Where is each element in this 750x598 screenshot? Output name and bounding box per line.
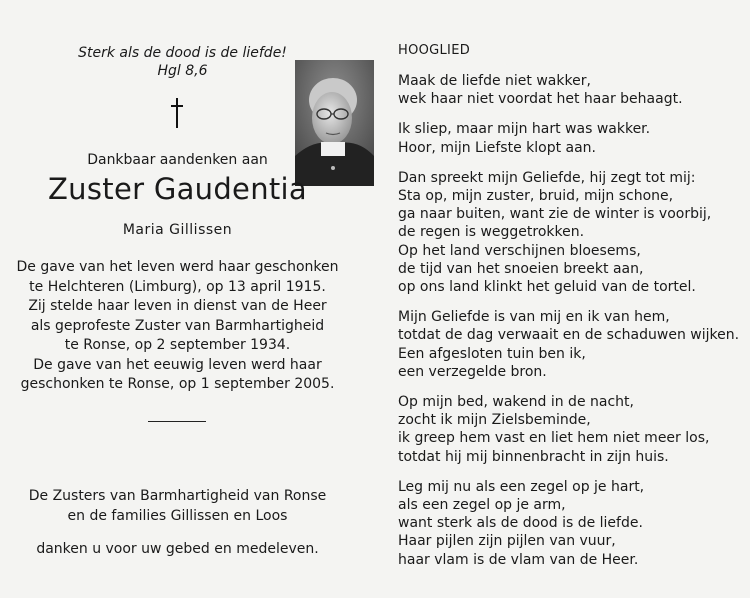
life-line: als geprofeste Zuster van Barmhartigheid [30, 317, 325, 334]
poem-line: Op mijn bed, wakend in de nacht, [398, 394, 634, 411]
poem-title: HOOGLIED [398, 43, 471, 58]
poem-line: Ik sliep, maar mijn hart was wakker. [398, 121, 651, 138]
divider-line [148, 421, 206, 422]
poem-stanza [398, 478, 739, 569]
poem-line: Op het land verschijnen bloesems, [398, 242, 641, 259]
deceased-name: Zuster Gaudentia [48, 172, 307, 206]
poem-line: ga naar buiten, want zie de winter is voorbij, [398, 206, 712, 223]
poem-line: Leg mij nu als een zegel op je hart, [398, 478, 645, 495]
poem-stanza [398, 393, 739, 466]
poem-line: Een afgesloten tuin ben ik, [398, 345, 586, 362]
poem-line: zocht ik mijn Zielsbeminde, [398, 412, 591, 429]
civil-name: Maria Gillissen [122, 222, 233, 238]
life-line: De gave van het eeuwig leven werd haar [33, 356, 322, 373]
life-line: De gave van het leven werd haar geschonken [16, 259, 339, 275]
motto: Sterk als de dood is de liefde! [78, 45, 287, 61]
motto-reference: Hgl 8,6 [157, 63, 208, 79]
dedication-text: Dankbaar aandenken aan [87, 152, 268, 168]
poem-line: Dan spreekt mijn Geliefde, hij zegt tot mij: [398, 169, 696, 186]
families-line: en de families Gillissen en Loos [67, 508, 288, 524]
life-line: te Ronse, op 2 september 1934. [64, 337, 291, 353]
poem-line: want sterk als de dood is de liefde. [398, 515, 643, 532]
poem-stanza [398, 120, 739, 156]
families-text [0, 486, 355, 526]
poem-line: Mijn Geliefde is van mij en ik van hem, [398, 309, 670, 326]
poem-line: een verzegelde bron. [398, 363, 547, 380]
poem-stanza [398, 169, 739, 296]
poem-line: op ons land klinkt het geluid van de tortel. [398, 279, 696, 296]
life-line: te Helchteren (Limburg), op 13 april 1915. [29, 278, 326, 295]
poem-line: Hoor, mijn Liefste klopt aan. [398, 139, 597, 156]
life-line: Zij stelde haar leven in dienst van de Heer [28, 298, 327, 314]
poem-line: haar vlam is de vlam van de Heer. [398, 551, 639, 568]
poem-line: wek haar niet voordat het haar behaagt. [398, 91, 683, 108]
poem-body [398, 72, 739, 581]
poem-line: totdat hij mij binnenbracht in zijn huis. [398, 448, 669, 465]
life-line: geschonken te Ronse, op 1 september 2005. [20, 376, 335, 392]
life-summary [0, 258, 355, 395]
poem-line: ik greep hem vast en liet hem niet meer los, [398, 430, 710, 447]
poem-line: als een zegel op je arm, [398, 497, 566, 514]
poem-stanza [398, 72, 739, 108]
gratitude-text: danken u voor uw gebed en medeleven. [36, 541, 319, 557]
poem-line: Maak de liefde niet wakker, [398, 73, 591, 89]
cross-icon [170, 98, 184, 128]
poem-line: Sta op, mijn zuster, bruid, mijn schone, [398, 188, 674, 205]
poem-line: totdat de dag verwaait en de schaduwen wijken. [398, 327, 740, 344]
families-line: De Zusters van Barmhartigheid van Ronse [28, 488, 327, 504]
poem-stanza [398, 308, 739, 381]
poem-line: de tijd van het snoeien breekt aan, [398, 260, 644, 277]
poem-line: Haar pijlen zijn pijlen van vuur, [398, 533, 616, 550]
poem-line: de regen is weggetrokken. [398, 224, 585, 241]
